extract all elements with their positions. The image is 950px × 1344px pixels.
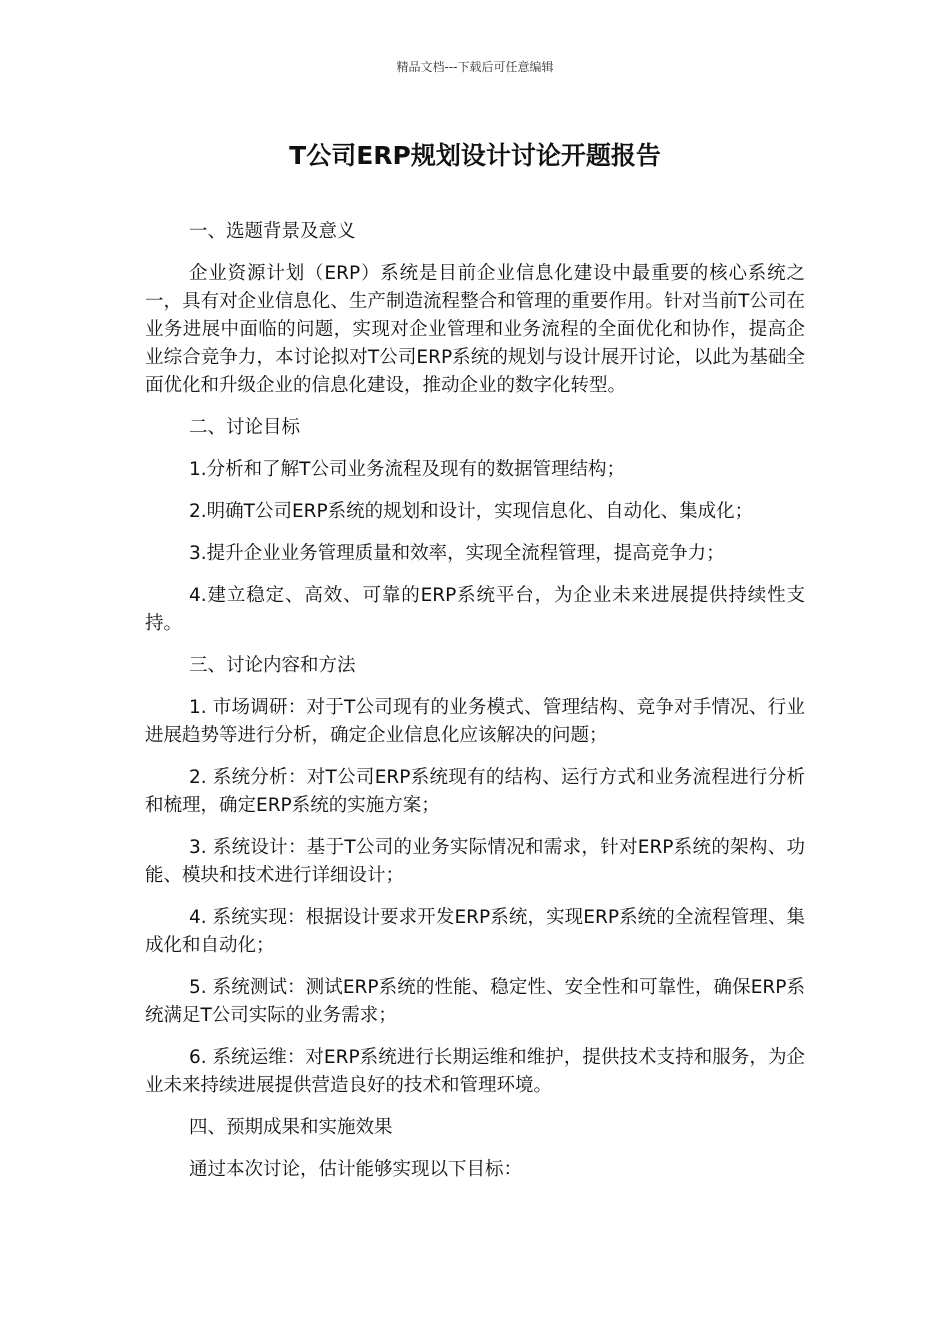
section-heading-background: 一、选题背景及意义 xyxy=(189,221,356,242)
method-item: 3. 系统设计：基于T公司的业务实际情况和需求，针对ERP系统的架构、功能、模块和技术进行详细设计； xyxy=(145,837,805,886)
paragraph-outcomes-intro: 通过本次讨论，估计能够实现以下目标： xyxy=(189,1159,523,1180)
objective-item: 1.分析和了解T公司业务流程及现有的数据管理结构； xyxy=(189,459,625,480)
objective-item: 2.明确T公司ERP系统的规划和设计，实现信息化、自动化、集成化； xyxy=(189,501,754,522)
method-item: 4. 系统实现：根据设计要求开发ERP系统，实现ERP系统的全流程管理、集成化和自动化； xyxy=(145,907,805,956)
document-title: T公司ERP规划设计讨论开题报告 xyxy=(289,141,661,170)
paragraph-background: 企业资源计划（ERP）系统是目前企业信息化建设中最重要的核心系统之一，具有对企业信息化、生产制造流程整合和管理的重要作用。针对当前T公司在业务进展中面临的问题，实现对企业管理和业务流程的全面优化和协作，提高企业综合竞争力，本讨论拟对T公司ERP系统的规划与设计展开讨论，以此为基础全面优化和升级企业的信息化建设，推动企业的数字化转型。 xyxy=(145,263,805,396)
method-item: 6. 系统运维：对ERP系统进行长期运维和维护，提供技术支持和服务，为企业未来持续进展提供营造良好的技术和管理环境。 xyxy=(145,1047,805,1096)
method-item: 2. 系统分析：对T公司ERP系统现有的结构、运行方式和业务流程进行分析和梳理，确定ERP系统的实施方案； xyxy=(145,767,805,816)
method-item: 5. 系统测试：测试ERP系统的性能、稳定性、安全性和可靠性，确保ERP系统满足T公司实际的业务需求； xyxy=(145,977,805,1026)
section-heading-methods: 三、讨论内容和方法 xyxy=(189,655,356,676)
header-note: 精品文档---下载后可任意编辑 xyxy=(396,60,554,74)
method-item: 1. 市场调研：对于T公司现有的业务模式、管理结构、竞争对手情况、行业进展趋势等进行分析，确定企业信息化应该解决的问题； xyxy=(145,697,805,746)
section-heading-outcomes: 四、预期成果和实施效果 xyxy=(189,1117,393,1138)
document-body xyxy=(145,218,805,1198)
objective-item: 3.提升企业业务管理质量和效率，实现全流程管理，提高竞争力； xyxy=(189,543,725,564)
objective-item: 4.建立稳定、高效、可靠的ERP系统平台，为企业未来进展提供持续性支持。 xyxy=(145,585,805,634)
section-heading-objectives: 二、讨论目标 xyxy=(189,417,301,438)
